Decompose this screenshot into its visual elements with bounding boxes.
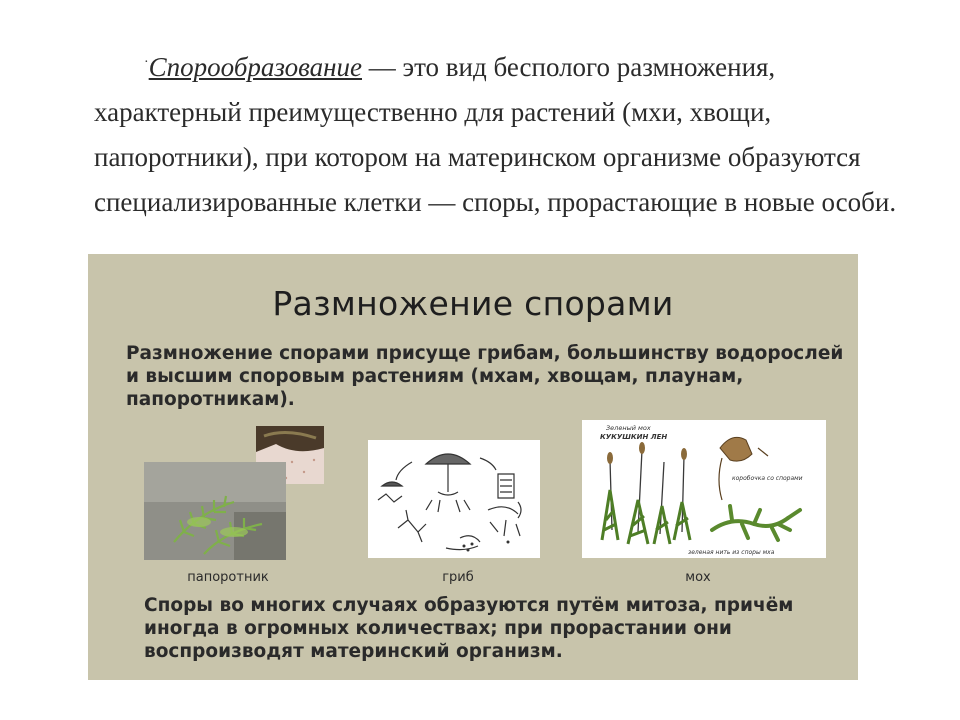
spore-reproduction-panel bbox=[88, 254, 858, 680]
panel-title: Размножение спорами bbox=[272, 284, 674, 323]
fungus-life-cycle-diagram bbox=[368, 440, 540, 558]
term-sporulation: Спорообразование bbox=[148, 52, 362, 82]
caption-fungus: гриб bbox=[442, 570, 474, 585]
moss-label-protonema: зеленая нить из споры мха bbox=[688, 549, 775, 556]
caption-fern: папоротник bbox=[187, 570, 269, 585]
caption-moss: мох bbox=[685, 570, 711, 585]
bullet-dot: · bbox=[144, 55, 149, 70]
intro-paragraph bbox=[94, 40, 914, 225]
moss-label-capsule: коробочка со спорами bbox=[732, 475, 803, 482]
panel-paragraph-1: Размножение спорами присуще грибам, большинству водорослей и высшим споровым растениям (мхам, хвощам, плаунам, папоротникам). bbox=[126, 343, 844, 410]
intro-definition: — это вид бесполого размножения, характерный преимущественно для растений (мхи, хвощи, папоротники), при котором на материнском организме образуются специализированные клетки — споры, прорастающие в новые особи. bbox=[94, 52, 897, 217]
moss-label-green-moss: Зеленый мох bbox=[606, 424, 651, 432]
panel-paragraph-2: Споры во многих случаях образуются путём митоза, причём иногда в огромных количествах; при прорастании они воспроизводят материнский организм. bbox=[144, 595, 794, 662]
fern-photo bbox=[144, 462, 286, 560]
moss-label-species: КУКУШКИН ЛЕН bbox=[600, 433, 668, 441]
moss-diagram bbox=[582, 420, 826, 558]
